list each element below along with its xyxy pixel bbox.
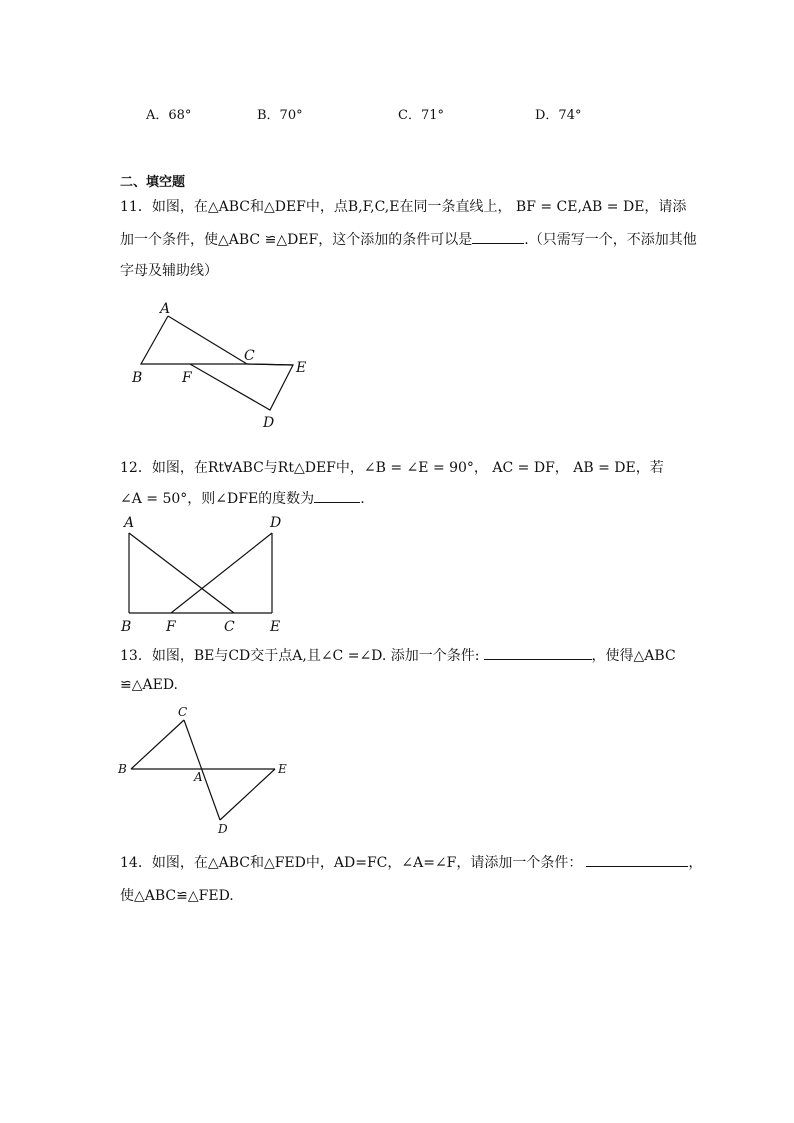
q12-label-c: C bbox=[224, 619, 235, 635]
q13-answer-blank[interactable] bbox=[484, 647, 592, 660]
q13-line1-text: 13．如图，BE与CD交于点A,且∠C =∠D. 添加一个条件: bbox=[120, 648, 480, 664]
q13-label-e: E bbox=[278, 762, 287, 776]
q13-side-bc bbox=[131, 720, 184, 769]
option-b: B．70° bbox=[257, 108, 303, 123]
q12-figure bbox=[112, 510, 312, 638]
q11-line2 bbox=[120, 229, 697, 249]
q12-line2 bbox=[120, 488, 365, 508]
q12-side-df bbox=[171, 533, 272, 613]
option-a: A．68° bbox=[146, 108, 192, 123]
q14-line1 bbox=[120, 852, 702, 872]
q11-line1: 11．如图，在△ABC和△DEF中，点B,F,C,E在同一条直线上， BF = CE,AB = DE，请添 bbox=[120, 199, 687, 215]
option-c: C．71° bbox=[398, 108, 444, 123]
q11-label-f: F bbox=[182, 370, 192, 386]
q12-answer-blank[interactable] bbox=[314, 490, 360, 503]
q13-label-c: C bbox=[178, 705, 188, 719]
q11-label-d: D bbox=[263, 415, 275, 431]
q11-label-c: C bbox=[244, 348, 255, 364]
q14-line1-tail: ， bbox=[688, 855, 703, 871]
q14-line2: 使△ABC≌△FED. bbox=[120, 888, 234, 904]
q11-figure bbox=[120, 295, 320, 435]
q13-label-b: B bbox=[118, 762, 127, 776]
q13-line1-tail: ，使得△ABC bbox=[591, 648, 676, 664]
q11-label-b: B bbox=[132, 370, 143, 386]
q11-line2-tail: .（只需写一个，不添加其他 bbox=[524, 232, 697, 248]
q13-figure bbox=[112, 700, 302, 840]
q12-label-a: A bbox=[124, 515, 135, 531]
q13-side-de bbox=[220, 769, 275, 820]
q12-line2-tail: . bbox=[360, 491, 365, 507]
q12-side-ac bbox=[129, 533, 234, 613]
q12-line1: 12．如图，在Rt∀ABC与Rt△DEF中，∠B = ∠E = 90°， AC = DF， AB = DE，若 bbox=[120, 460, 664, 476]
q12-label-f: F bbox=[166, 619, 176, 635]
q13-line2: ≌△AED. bbox=[120, 677, 179, 693]
q11-side-ac bbox=[168, 316, 247, 364]
q11-triangle-abc bbox=[141, 316, 247, 364]
q11-segment-ce bbox=[247, 364, 293, 365]
q13-label-a: A bbox=[194, 770, 203, 784]
q11-line3: 字母及辅助线） bbox=[120, 263, 218, 279]
q14-line1-text: 14．如图，在△ABC和△FED中，AD=FC，∠A=∠F，请添加一个条件： bbox=[120, 855, 583, 871]
section-title: 二、填空题 bbox=[120, 175, 186, 190]
q13-line1 bbox=[120, 645, 676, 665]
q12-label-e: E bbox=[270, 619, 281, 635]
q11-line2-text: 加一个条件，使△ABC ≌△DEF，这个添加的条件可以是 bbox=[120, 232, 473, 248]
q11-answer-blank[interactable] bbox=[472, 231, 524, 244]
q12-label-b: B bbox=[121, 619, 132, 635]
q11-label-a: A bbox=[160, 301, 171, 317]
q12-label-d: D bbox=[270, 515, 282, 531]
q13-label-d: D bbox=[218, 822, 228, 836]
q11-triangle-def bbox=[190, 364, 293, 410]
q11-label-e: E bbox=[296, 360, 307, 376]
option-d: D．74° bbox=[535, 108, 582, 123]
q14-answer-blank[interactable] bbox=[586, 854, 688, 867]
q12-line2-text: ∠A = 50°，则∠DFE的度数为 bbox=[120, 491, 315, 507]
